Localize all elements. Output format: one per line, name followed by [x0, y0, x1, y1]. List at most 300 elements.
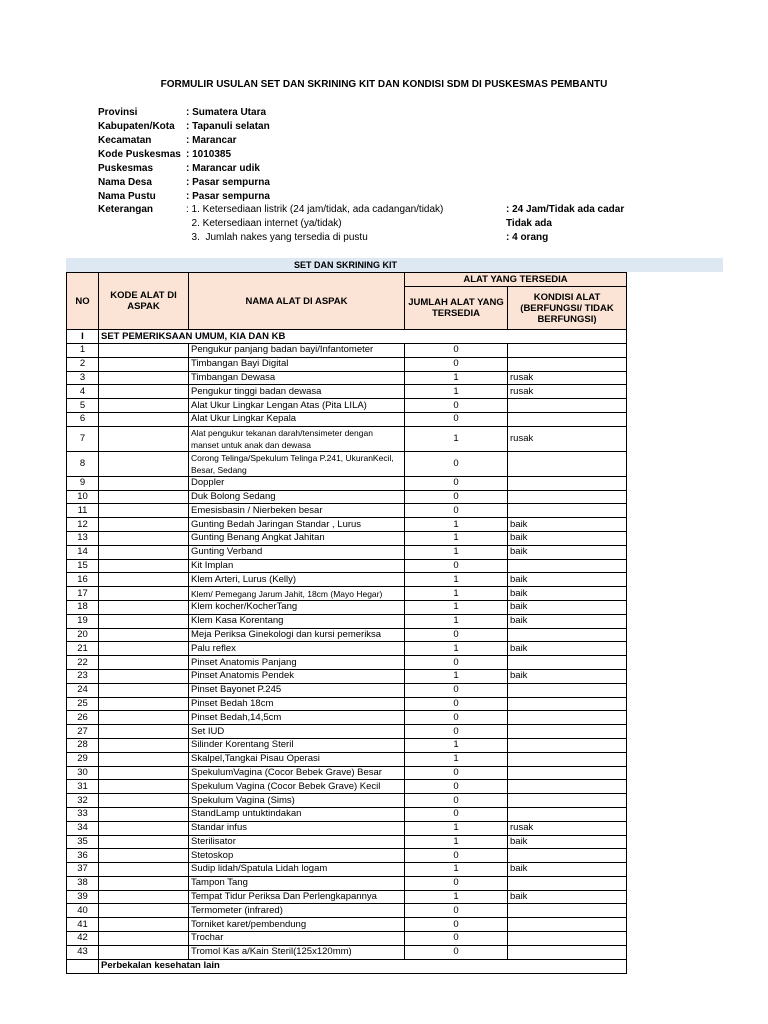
row-kondisi: rusak	[508, 821, 627, 835]
form-title: FORMULIR USULAN SET DAN SKRINING KIT DAN KONDISI SDM DI PUSKESMAS PEMBANTU	[160, 79, 608, 90]
row-kode	[99, 821, 189, 835]
row-jumlah: 0	[405, 504, 508, 518]
row-nama: Tempat Tidur Periksa Dan Perlengkapannya	[189, 890, 405, 904]
row-no: 28	[67, 738, 99, 752]
info-label: Nama Pustu	[98, 191, 156, 202]
row-no: 34	[67, 821, 99, 835]
table-row	[67, 669, 627, 683]
row-kode	[99, 656, 189, 670]
row-jumlah: 1	[405, 669, 508, 683]
row-kode	[99, 412, 189, 426]
row-jumlah: 1	[405, 890, 508, 904]
keterangan-answer: : 24 Jam/Tidak ada cadar	[506, 204, 625, 215]
row-kondisi: baik	[508, 863, 627, 877]
row-jumlah: 0	[405, 932, 508, 946]
row-kondisi: rusak	[508, 426, 627, 451]
table-row	[67, 504, 627, 518]
row-kondisi: baik	[508, 545, 627, 559]
info-row-kabupaten	[98, 120, 506, 134]
row-nama: Termometer (infrared)	[189, 904, 405, 918]
row-kondisi: rusak	[508, 385, 627, 399]
row-jumlah: 0	[405, 656, 508, 670]
row-nama: Alat Ukur Lingkar Lengan Atas (Pita LILA)	[189, 399, 405, 413]
table-row	[67, 738, 627, 752]
row-kondisi: baik	[508, 600, 627, 614]
row-nama: Klem Kasa Korentang	[189, 614, 405, 628]
row-nama: Gunting Benang Angkat Jahitan	[189, 531, 405, 545]
row-nama: Pinset Bedah 18cm	[189, 697, 405, 711]
row-kondisi: baik	[508, 835, 627, 849]
table-row	[67, 876, 627, 890]
row-kode	[99, 451, 189, 476]
row-kondisi	[508, 876, 627, 890]
row-jumlah: 1	[405, 614, 508, 628]
row-kondisi	[508, 780, 627, 794]
row-kondisi	[508, 504, 627, 518]
row-no: 14	[67, 545, 99, 559]
keterangan-item: 2. Ketersediaan internet (ya/tidak)	[186, 218, 342, 229]
table-row	[67, 614, 627, 628]
equipment-table	[66, 272, 627, 974]
header-kode: KODE ALAT DI ASPAK	[99, 273, 189, 330]
table-row	[67, 371, 627, 385]
table-row	[67, 518, 627, 532]
table-row	[67, 821, 627, 835]
row-no: 41	[67, 918, 99, 932]
header-nama: NAMA ALAT DI ASPAK	[189, 273, 405, 330]
row-kondisi	[508, 766, 627, 780]
info-value: : Tapanuli selatan	[186, 121, 270, 132]
table-row	[67, 918, 627, 932]
header-no: NO	[67, 273, 99, 330]
info-row-puskesmas	[98, 162, 506, 176]
row-kode	[99, 518, 189, 532]
row-no: 29	[67, 752, 99, 766]
row-no: 25	[67, 697, 99, 711]
row-jumlah: 1	[405, 531, 508, 545]
row-no: 33	[67, 807, 99, 821]
row-no: 23	[67, 669, 99, 683]
row-no: 18	[67, 600, 99, 614]
row-no: 10	[67, 490, 99, 504]
row-no: 4	[67, 385, 99, 399]
table-row	[67, 628, 627, 642]
info-value: : Pasar sempurna	[186, 177, 270, 188]
row-nama: Trochar	[189, 932, 405, 946]
row-kondisi: baik	[508, 614, 627, 628]
table-row	[67, 683, 627, 697]
row-kondisi	[508, 656, 627, 670]
keterangan-row	[98, 203, 624, 217]
row-jumlah: 0	[405, 780, 508, 794]
row-nama: Tampon Tang	[189, 876, 405, 890]
row-jumlah: 1	[405, 426, 508, 451]
row-kode	[99, 683, 189, 697]
row-jumlah: 0	[405, 344, 508, 358]
table-row	[67, 849, 627, 863]
row-nama: Duk Bolong Sedang	[189, 490, 405, 504]
row-no: 13	[67, 531, 99, 545]
row-no: 27	[67, 725, 99, 739]
info-row-kecamatan	[98, 134, 506, 148]
row-kode	[99, 426, 189, 451]
table-row	[67, 559, 627, 573]
row-no: 38	[67, 876, 99, 890]
row-no: 16	[67, 573, 99, 587]
row-kode	[99, 587, 189, 601]
row-no: 26	[67, 711, 99, 725]
info-label: Provinsi	[98, 107, 138, 118]
table-row	[67, 412, 627, 426]
row-kondisi	[508, 451, 627, 476]
row-kondisi: baik	[508, 669, 627, 683]
row-kode	[99, 628, 189, 642]
row-jumlah: 1	[405, 518, 508, 532]
row-kode	[99, 545, 189, 559]
row-kondisi	[508, 344, 627, 358]
row-kode	[99, 559, 189, 573]
row-jumlah: 1	[405, 545, 508, 559]
table-row	[67, 531, 627, 545]
row-kondisi	[508, 683, 627, 697]
row-nama: Doppler	[189, 476, 405, 490]
row-nama: Kit Implan	[189, 559, 405, 573]
row-kode	[99, 807, 189, 821]
row-kode	[99, 738, 189, 752]
row-no: 35	[67, 835, 99, 849]
row-no: 1	[67, 344, 99, 358]
row-jumlah: 0	[405, 476, 508, 490]
keterangan-answer: : 4 orang	[506, 232, 549, 243]
table-row	[67, 766, 627, 780]
keterangan-label: Keterangan	[98, 204, 154, 215]
row-nama: Pinset Bayonet P.245	[189, 683, 405, 697]
table-row	[67, 545, 627, 559]
row-kode	[99, 669, 189, 683]
table-row	[67, 451, 627, 476]
row-kondisi: baik	[508, 531, 627, 545]
row-nama: Timbangan Dewasa	[189, 371, 405, 385]
row-no: 15	[67, 559, 99, 573]
row-no: 5	[67, 399, 99, 413]
row-no: 19	[67, 614, 99, 628]
row-kode	[99, 766, 189, 780]
keterangan-block	[98, 203, 624, 245]
row-no: 39	[67, 890, 99, 904]
row-jumlah: 0	[405, 559, 508, 573]
row-nama: Klem kocher/KocherTang	[189, 600, 405, 614]
row-nama: Tromol Kas a/Kain Steril(125x120mm)	[189, 945, 405, 959]
row-nama: Pinset Anatomis Pendek	[189, 669, 405, 683]
row-nama: Klem/ Pemegang Jarum Jahit, 18cm (Mayo Hegar)	[189, 587, 405, 601]
row-jumlah: 1	[405, 752, 508, 766]
row-kode	[99, 725, 189, 739]
row-kondisi: baik	[508, 642, 627, 656]
row-nama: Klem Arteri, Lurus (Kelly)	[189, 573, 405, 587]
info-label: Puskesmas	[98, 163, 154, 174]
table-row	[67, 642, 627, 656]
table-row	[67, 587, 627, 601]
row-kondisi: baik	[508, 890, 627, 904]
row-kode	[99, 344, 189, 358]
row-no: 2	[67, 357, 99, 371]
row-nama: Alat Ukur Lingkar Kepala	[189, 412, 405, 426]
row-kondisi	[508, 711, 627, 725]
row-nama: Alat pengukur tekanan darah/tensimeter dengan manset untuk anak dan dewasa	[189, 426, 405, 451]
row-jumlah: 1	[405, 600, 508, 614]
row-jumlah: 0	[405, 794, 508, 808]
row-kondisi	[508, 628, 627, 642]
row-kondisi	[508, 357, 627, 371]
row-kondisi	[508, 918, 627, 932]
table-row	[67, 945, 627, 959]
row-no: 12	[67, 518, 99, 532]
row-kode	[99, 890, 189, 904]
row-kondisi: baik	[508, 587, 627, 601]
row-kondisi	[508, 904, 627, 918]
row-no: 17	[67, 587, 99, 601]
row-jumlah: 1	[405, 371, 508, 385]
row-jumlah: 0	[405, 725, 508, 739]
row-no: 21	[67, 642, 99, 656]
info-row-kode-puskesmas	[98, 148, 506, 162]
set-header-bar	[66, 258, 723, 272]
row-jumlah: 0	[405, 697, 508, 711]
table-row	[67, 863, 627, 877]
row-kode	[99, 794, 189, 808]
keterangan-item: : 1. Ketersediaan listrik (24 jam/tidak, ada cadangan/tidak)	[186, 204, 444, 215]
info-label: Kode Puskesmas	[98, 149, 181, 160]
info-row-nama-pustu	[98, 190, 506, 204]
row-nama: Gunting Verband	[189, 545, 405, 559]
table-row	[67, 904, 627, 918]
row-kondisi	[508, 849, 627, 863]
table-row	[67, 752, 627, 766]
header-kondisi: KONDISI ALAT (BERFUNGSI/ TIDAK BERFUNGSI)	[508, 287, 627, 330]
row-jumlah: 1	[405, 642, 508, 656]
row-no: 22	[67, 656, 99, 670]
row-nama: Sudip lidah/Spatula Lidah logam	[189, 863, 405, 877]
row-kode	[99, 642, 189, 656]
row-jumlah: 0	[405, 683, 508, 697]
row-jumlah: 0	[405, 876, 508, 890]
row-kode	[99, 945, 189, 959]
row-no: 40	[67, 904, 99, 918]
row-kode	[99, 835, 189, 849]
row-nama: Torniket karet/pembendung	[189, 918, 405, 932]
row-kode	[99, 531, 189, 545]
info-value: : Marancar	[186, 135, 237, 146]
row-jumlah: 1	[405, 587, 508, 601]
row-nama: SpekulumVagina (Cocor Bebek Grave) Besar	[189, 766, 405, 780]
table-body	[67, 330, 627, 974]
row-kondisi	[508, 490, 627, 504]
row-nama: Gunting Bedah Jaringan Standar , Lurus	[189, 518, 405, 532]
row-kondisi	[508, 725, 627, 739]
keterangan-row	[98, 217, 624, 231]
table-row	[67, 807, 627, 821]
row-nama: Set IUD	[189, 725, 405, 739]
row-kode	[99, 876, 189, 890]
row-jumlah: 0	[405, 451, 508, 476]
row-jumlah: 0	[405, 412, 508, 426]
row-jumlah: 1	[405, 385, 508, 399]
row-kode	[99, 780, 189, 794]
row-no: 31	[67, 780, 99, 794]
row-jumlah: 0	[405, 945, 508, 959]
table-row	[67, 490, 627, 504]
row-jumlah: 1	[405, 738, 508, 752]
table-row	[67, 780, 627, 794]
row-nama: StandLamp untuktindakan	[189, 807, 405, 821]
row-kondisi	[508, 752, 627, 766]
keterangan-item: 3. Jumlah nakes yang tersedia di pustu	[186, 232, 368, 243]
table-row	[67, 711, 627, 725]
row-kode	[99, 904, 189, 918]
row-no: 42	[67, 932, 99, 946]
row-kondisi: baik	[508, 518, 627, 532]
row-nama: Sterilisator	[189, 835, 405, 849]
info-label: Nama Desa	[98, 177, 152, 188]
row-nama: Meja Periksa Ginekologi dan kursi pemeriksa	[189, 628, 405, 642]
row-jumlah: 0	[405, 849, 508, 863]
row-kondisi	[508, 945, 627, 959]
row-kondisi	[508, 412, 627, 426]
row-no: 30	[67, 766, 99, 780]
row-nama: Spekulum Vagina (Sims)	[189, 794, 405, 808]
row-nama: Pengukur tinggi badan dewasa	[189, 385, 405, 399]
row-kode	[99, 490, 189, 504]
header-jumlah: JUMLAH ALAT YANG TERSEDIA	[405, 287, 508, 330]
row-no: 8	[67, 451, 99, 476]
table-row	[67, 890, 627, 904]
row-kode	[99, 711, 189, 725]
info-value: : Marancar udik	[186, 163, 260, 174]
row-kondisi	[508, 738, 627, 752]
row-kode	[99, 371, 189, 385]
row-kode	[99, 573, 189, 587]
table-row	[67, 385, 627, 399]
table-row	[67, 794, 627, 808]
row-no: 37	[67, 863, 99, 877]
footer-row	[67, 959, 627, 973]
row-kode	[99, 385, 189, 399]
row-no: 3	[67, 371, 99, 385]
footer-label: Perbekalan kesehatan lain	[99, 959, 627, 973]
keterangan-row	[98, 231, 624, 245]
table-row	[67, 600, 627, 614]
row-no: 24	[67, 683, 99, 697]
info-value: : 1010385	[186, 149, 232, 160]
row-kode	[99, 918, 189, 932]
row-no: 32	[67, 794, 99, 808]
row-kondisi	[508, 399, 627, 413]
table-row	[67, 357, 627, 371]
row-nama: Silinder Korentang Steril	[189, 738, 405, 752]
footer-no	[67, 959, 99, 973]
row-jumlah: 0	[405, 766, 508, 780]
row-kode	[99, 600, 189, 614]
row-jumlah: 1	[405, 573, 508, 587]
row-kode	[99, 476, 189, 490]
row-nama: Stetoskop	[189, 849, 405, 863]
header-alat-tersedia: ALAT YANG TERSEDIA	[405, 273, 627, 287]
set-header-title: SET DAN SKRINING KIT	[293, 260, 397, 270]
row-kode	[99, 697, 189, 711]
row-no: 11	[67, 504, 99, 518]
keterangan-answer: Tidak ada	[506, 218, 552, 229]
row-kondisi	[508, 807, 627, 821]
row-nama: Pinset Anatomis Panjang	[189, 656, 405, 670]
row-no: 36	[67, 849, 99, 863]
info-row-nama-desa	[98, 176, 506, 190]
row-jumlah: 0	[405, 918, 508, 932]
row-nama: Emesisbasin / Nierbeken besar	[189, 504, 405, 518]
row-kondisi	[508, 559, 627, 573]
row-kode	[99, 752, 189, 766]
row-nama: Palu reflex	[189, 642, 405, 656]
row-no: 20	[67, 628, 99, 642]
table-row	[67, 476, 627, 490]
table-row	[67, 656, 627, 670]
row-jumlah: 0	[405, 904, 508, 918]
row-jumlah: 1	[405, 821, 508, 835]
row-kode	[99, 932, 189, 946]
row-kondisi: baik	[508, 573, 627, 587]
row-nama: Corong Telinga/Spekulum Telinga P.241, UkuranKecil, Besar, Sedang	[189, 451, 405, 476]
table-row	[67, 932, 627, 946]
row-kode	[99, 863, 189, 877]
row-kondisi	[508, 476, 627, 490]
row-kode	[99, 614, 189, 628]
table-row	[67, 399, 627, 413]
info-label: Kecamatan	[98, 135, 152, 146]
info-value: : Pasar sempurna	[186, 191, 270, 202]
row-nama: Pinset Bedah,14,5cm	[189, 711, 405, 725]
table-row	[67, 426, 627, 451]
table-row	[67, 835, 627, 849]
row-nama: Standar infus	[189, 821, 405, 835]
row-kode	[99, 357, 189, 371]
row-kode	[99, 849, 189, 863]
table-row	[67, 344, 627, 358]
info-row-provinsi	[98, 106, 506, 120]
section-row	[67, 330, 627, 344]
table-row	[67, 697, 627, 711]
row-jumlah: 0	[405, 399, 508, 413]
row-no: 6	[67, 412, 99, 426]
info-value: : Sumatera Utara	[186, 107, 267, 118]
row-no: 9	[67, 476, 99, 490]
row-kondisi	[508, 697, 627, 711]
section-title: SET PEMERIKSAAN UMUM, KIA DAN KB	[99, 330, 627, 344]
row-nama: Timbangan Bayi Digital	[189, 357, 405, 371]
row-jumlah: 0	[405, 807, 508, 821]
row-jumlah: 0	[405, 711, 508, 725]
row-nama: Skalpel,Tangkai Pisau Operasi	[189, 752, 405, 766]
row-kode	[99, 504, 189, 518]
row-jumlah: 0	[405, 628, 508, 642]
row-kondisi: rusak	[508, 371, 627, 385]
row-kondisi	[508, 794, 627, 808]
row-nama: Pengukur panjang badan bayi/Infantometer	[189, 344, 405, 358]
section-no: I	[67, 330, 99, 344]
row-kondisi	[508, 932, 627, 946]
row-jumlah: 1	[405, 863, 508, 877]
row-kode	[99, 399, 189, 413]
row-no: 43	[67, 945, 99, 959]
row-jumlah: 1	[405, 835, 508, 849]
